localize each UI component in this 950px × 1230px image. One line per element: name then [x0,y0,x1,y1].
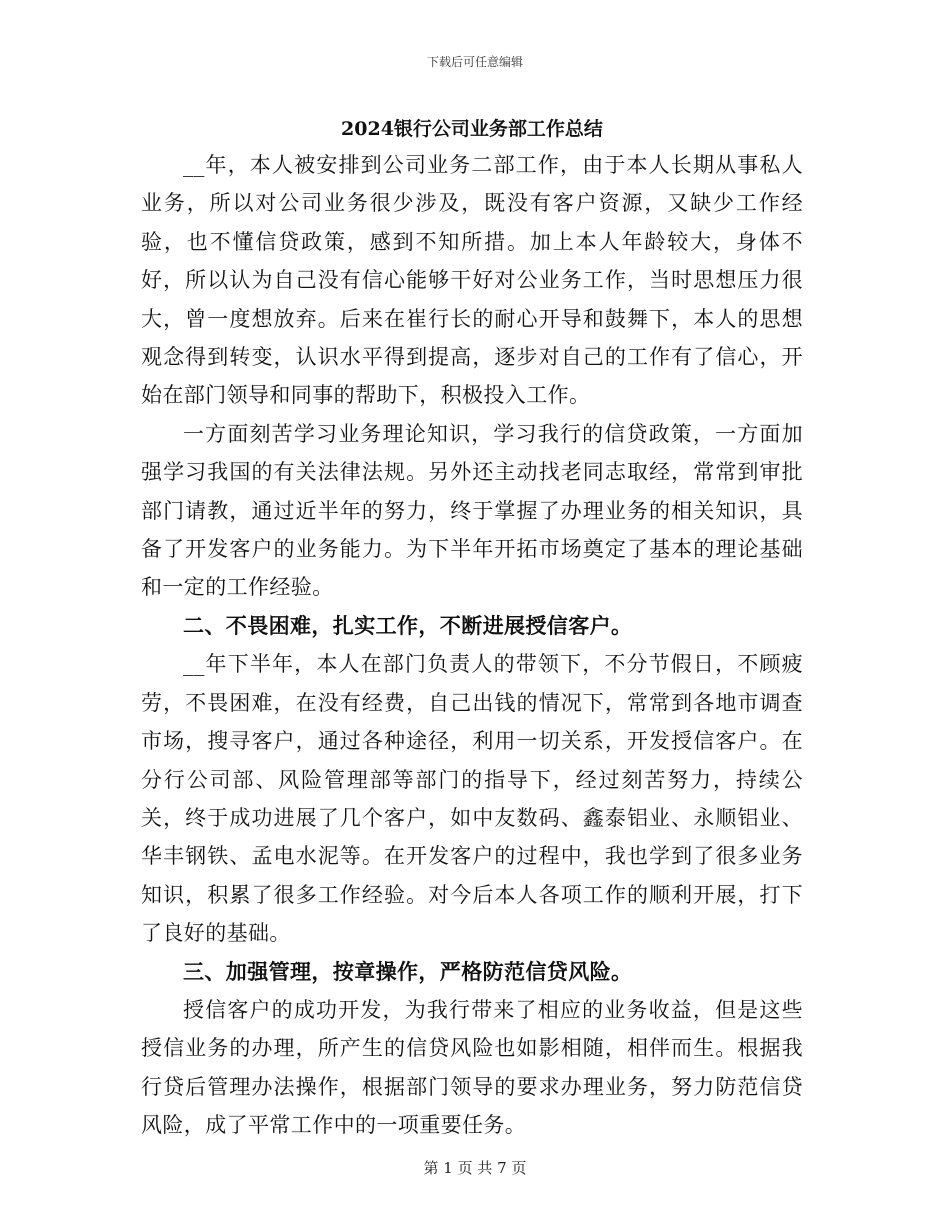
document-title: 2024银行公司业务部工作总结 [341,118,603,140]
page-number: 第 1 页 共 7 页 [423,1159,527,1177]
paragraph-section-2: __年下半年，本人在部门负责人的带领下，不分节假日，不顾疲劳，不畏困难，在没有经费，自己出钱的情况下，常常到各地市调查市场，搜寻客户，通过各种途径，利用一切关系，开发授信客户。在分行公司部、风险管理部等部门的指导下，经过刻苦努力，持续公关，终于成功进展了几个客户，如中友数码、鑫泰铝业、永顺铝业、华丰钢铁、孟电水泥等。在开发客户的过程中，我也学到了很多业务知识，积累了很多工作经验。对今后本人各项工作的顺利开展，打下了良好的基础。 [141,652,803,946]
section-heading-3: 三、加强管理，按章操作，严格防范信贷风险。 [183,958,633,984]
section-heading-2: 二、不畏困难，扎实工作，不断进展授信客户。 [183,612,633,638]
page-header-note: 下载后可任意编辑 [426,55,523,69]
paragraph-study: 一方面刻苦学习业务理论知识，学习我行的信贷政策，一方面加强学习我国的有关法律法规。另外还主动找老同志取经，常常到审批部门请教，通过近半年的努力，终于掌握了办理业务的相关知识，具备了开发客户的业务能力。为下半年开拓市场奠定了基本的理论基础和一定的工作经验。 [141,421,803,600]
document-body [141,112,803,1145]
paragraph-intro: __年，本人被安排到公司业务二部工作，由于本人长期从事私人业务，所以对公司业务很少涉及，既没有客户资源，又缺少工作经验，也不懂信贷政策，感到不知所措。加上本人年龄较大，身体不好，所以认为自己没有信心能够干好对公业务工作，当时思想压力很大，曾一度想放弃。后来在崔行长的耐心开导和鼓舞下，本人的思想观念得到转变，认识水平得到提高，逐步对自己的工作有了信心，开始在部门领导和同事的帮助下，积极投入工作。 [141,153,803,408]
paragraph-section-3: 授信客户的成功开发，为我行带来了相应的业务收益，但是这些授信业务的办理，所产生的信贷风险也如影相随，相伴而生。根据我行贷后管理办法操作，根据部门领导的要求办理业务，努力防范信贷风险，成了平常工作中的一项重要任务。 [141,997,803,1138]
